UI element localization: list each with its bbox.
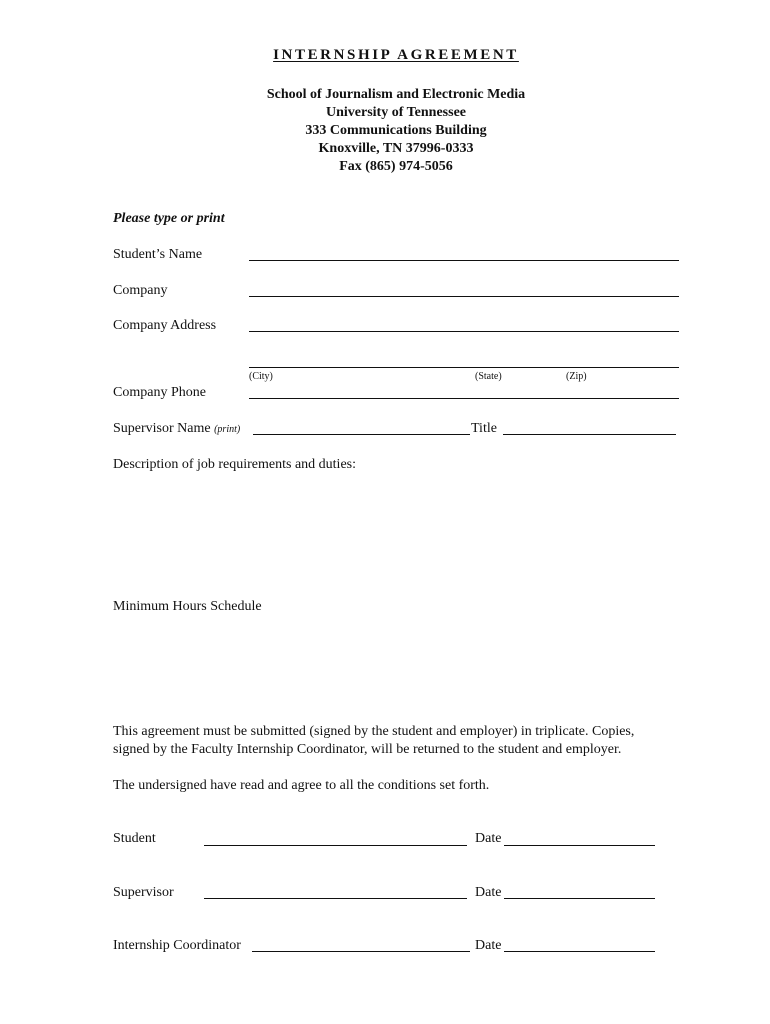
undersigned-text: The undersigned have read and agree to all the conditions set forth. [113, 778, 490, 793]
student-signature-field[interactable] [204, 845, 467, 846]
title-label: Title [471, 421, 497, 436]
document-title: INTERNSHIP AGREEMENT [273, 47, 519, 63]
agreement-text-line2: signed by the Faculty Internship Coordinator, will be returned to the student and employer. [113, 742, 622, 757]
supervisor-date-label: Date [475, 885, 502, 900]
coordinator-signature-field[interactable] [252, 951, 470, 952]
hours-label: Minimum Hours Schedule [113, 599, 262, 614]
agreement-text-line1: This agreement must be submitted (signed by the student and employer) in triplicate. Copies, [113, 724, 635, 739]
company-phone-field[interactable] [249, 398, 679, 399]
supervisor-signature-label: Supervisor [113, 885, 174, 900]
supervisor-name-field[interactable] [253, 434, 470, 435]
student-signature-label: Student [113, 831, 156, 846]
coordinator-date-field[interactable] [504, 951, 655, 952]
city-state-zip-field[interactable] [249, 367, 679, 368]
company-address-label: Company Address [113, 318, 217, 333]
company-phone-label: Company Phone [113, 385, 206, 400]
coordinator-signature-label: Internship Coordinator [113, 938, 241, 953]
description-area[interactable] [113, 478, 679, 588]
supervisor-signature-field[interactable] [204, 898, 467, 899]
supervisor-date-field[interactable] [504, 898, 655, 899]
description-label: Description of job requirements and duties: [113, 457, 356, 472]
state-caption: (State) [475, 371, 502, 382]
fax-number: Fax (865) 974-5056 [339, 159, 453, 174]
company-field[interactable] [249, 296, 679, 297]
student-name-field[interactable] [249, 260, 679, 261]
company-address-field[interactable] [249, 331, 679, 332]
instructions: Please type or print [113, 211, 225, 226]
building-address: 333 Communications Building [305, 123, 487, 138]
school-name: School of Journalism and Electronic Media [266, 87, 526, 102]
print-note: (print) [214, 424, 241, 435]
hours-area[interactable] [113, 620, 679, 715]
supervisor-name-label: Supervisor Name (print) [113, 421, 241, 436]
company-label: Company [113, 283, 168, 298]
city-zip: Knoxville, TN 37996-0333 [318, 141, 474, 156]
coordinator-date-label: Date [475, 938, 502, 953]
zip-caption: (Zip) [566, 371, 587, 382]
student-name-label: Student’s Name [113, 247, 203, 262]
university-name: University of Tennessee [326, 105, 466, 120]
student-date-field[interactable] [504, 845, 655, 846]
city-caption: (City) [249, 371, 273, 382]
title-field[interactable] [503, 434, 676, 435]
student-date-label: Date [475, 831, 502, 846]
